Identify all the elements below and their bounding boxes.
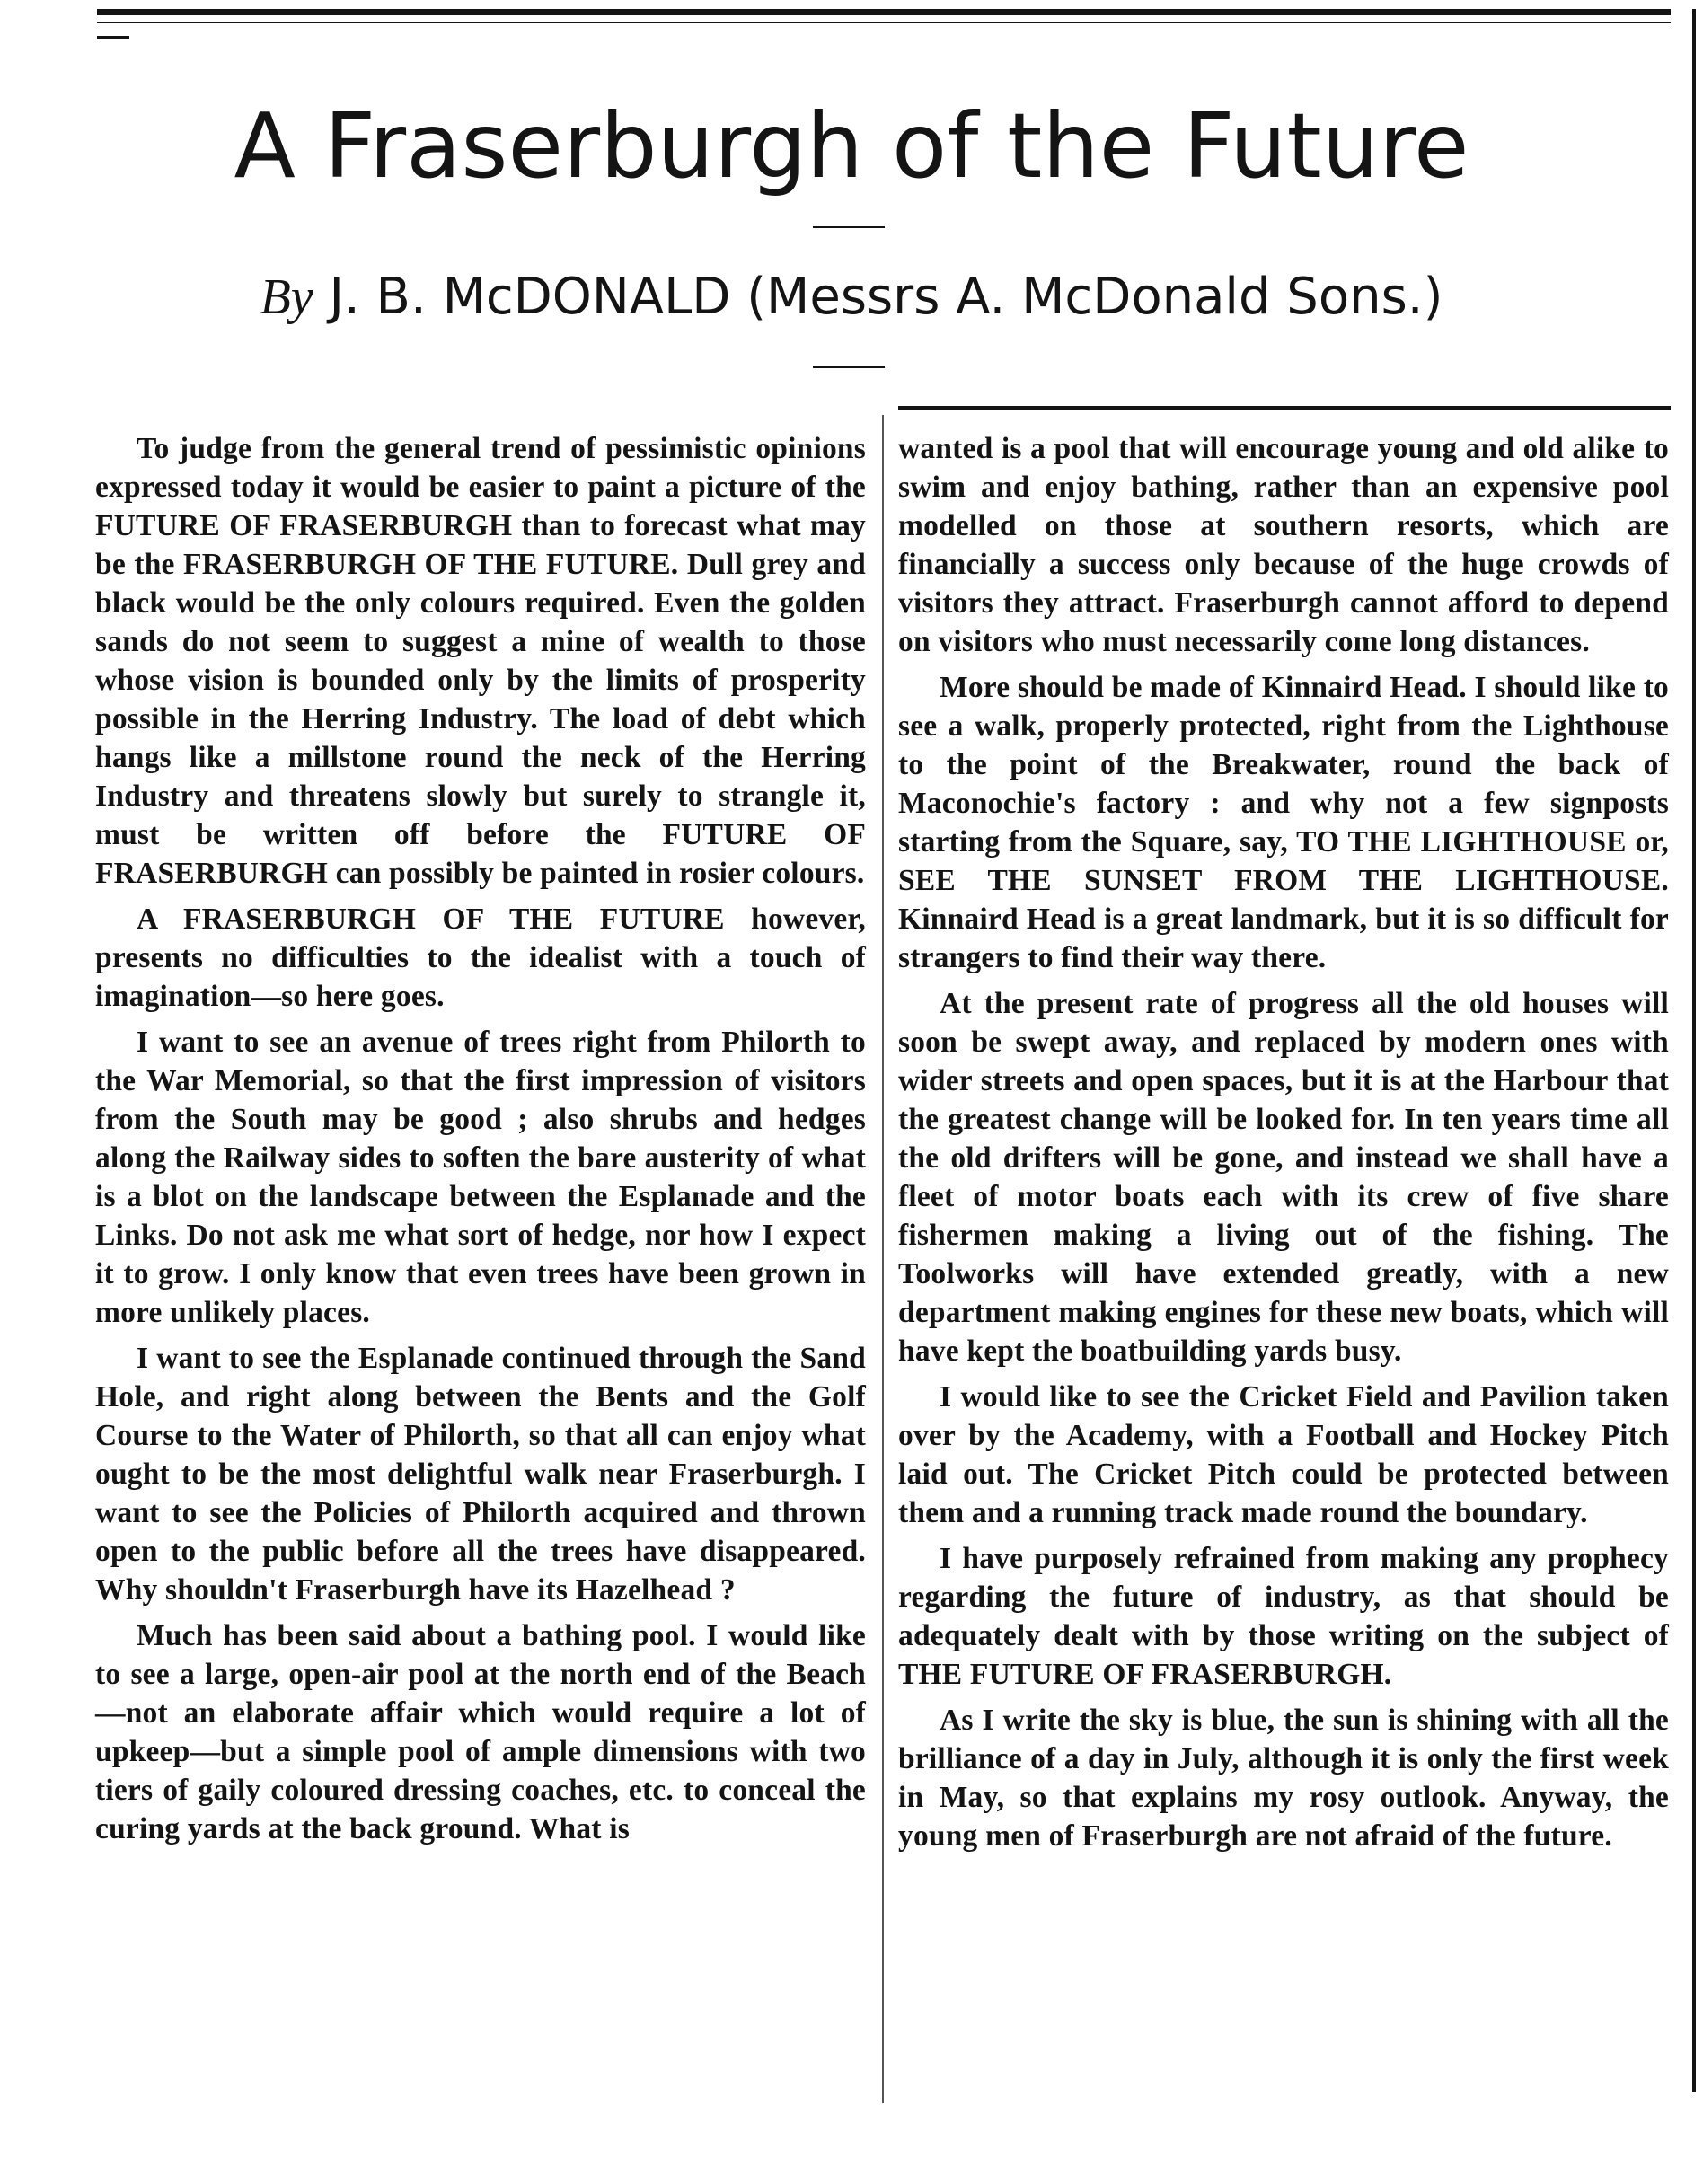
paragraph: As I write the sky is blue, the sun is shining with all the brilliance of a day in July, although it is only the first week in May, so that explains my rosy outlook. Anyway, the young men of Fraserburgh are not afraid of the future.: [898, 1704, 1669, 1853]
top-rule-thin: [97, 22, 1671, 23]
column-divider: [882, 415, 884, 2103]
top-rule-tick: [97, 36, 129, 39]
top-rule-thick: [97, 9, 1671, 15]
paragraph: More should be made of Kinnaird Head. I should like to see a walk, properly protected, right from the Lighthouse to the point of the Breakwater, round the back of Maconochie's factory : and why not a few signposts starting from the Square, say, TO THE LIGHTHOUSE or, SEE THE SUNSET FROM THE LIGHTHOUSE. Kinnaird Head is a great landmark, but it is so difficult for strangers to find their way there.: [898, 671, 1669, 974]
paragraph: To judge from the general trend of pessimistic opinions expressed today it would be easier to paint a picture of the FUTURE OF FRASERBURGH than to forecast what may be the FRASERBURGH OF THE FUTURE. Dull grey and black would be the only colours required. Even the golden sands do not seem to suggest a mine of wealth to those whose vision is bounded only by the limits of prosperity possible in the Herring Industry. The load of debt which hangs like a millstone round the neck of the Herring Industry and threatens slowly but surely to strangle it, must be written off before the FUTURE OF FRASERBURGH can possibly be painted in rosier colours.: [95, 432, 866, 890]
byline-prefix: By: [260, 269, 313, 325]
paragraph: A FRASERBURGH OF THE FUTURE however, presents no difficulties to the idealist with a touch of imagination—so here goes.: [95, 903, 866, 1013]
article-title: A Fraserburgh of the Future: [234, 93, 1469, 198]
left-column: [95, 429, 866, 1848]
byline-divider: [813, 366, 885, 368]
paragraph: I would like to see the Cricket Field and Pavilion taken over by the Academy, with a Football and Hockey Pitch laid out. The Cricket Pitch could be protected between them and a running track made round the boundary.: [898, 1380, 1669, 1529]
paragraph: Much has been said about a bathing pool. I would like to see a large, open-air pool at the north end of the Beach—not an elaborate affair which would require a lot of upkeep—but a simple pool of ample dimensions with two tiers of gaily coloured dressing coaches, etc. to conceal the curing yards at the back ground. What is: [95, 1619, 866, 1845]
paragraph-continued: wanted is a pool that will encourage young and old alike to swim and enjoy bathing, rather than an expensive pool modelled on those at southern resorts, which are financially a success only because of the huge crowds of visitors they attract. Fraserburgh cannot afford to depend on visitors who must necessarily come long distances.: [898, 432, 1669, 658]
paragraph: I want to see the Esplanade continued through the Sand Hole, and right along between the Bents and the Golf Course to the Water of Philorth, so that all can enjoy what ought to be the most delightful walk near Fraserburgh. I want to see the Policies of Philorth acquired and thrown open to the public before all the trees have disappeared. Why shouldn't Fraserburgh have its Hazelhead ?: [95, 1342, 866, 1607]
byline-author: J. B. McDONALD (Messrs A. McDonald Sons.): [329, 268, 1443, 326]
title-divider: [813, 226, 885, 228]
right-column: [898, 429, 1669, 1855]
paragraph: At the present rate of progress all the old houses will soon be swept away, and replaced by modern ones with wider streets and open spaces, but it is at the Harbour that the greatest change will be looked for. In ten years time all the old drifters will be gone, and instead we shall have a fleet of motor boats each with its crew of five share fishermen making a living out of the fishing. The Toolworks will have extended greatly, with a new department making engines for these new boats, which will have kept the boatbuilding yards busy.: [898, 987, 1669, 1368]
paragraph: I want to see an avenue of trees right from Philorth to the War Memorial, so that the first impression of visitors from the South may be good ; also shrubs and hedges along the Railway sides to soften the bare austerity of what is a blot on the landscape between the Esplanade and the Links. Do not ask me what sort of hedge, nor how I expect it to grow. I only know that even trees have been grown in more unlikely places.: [95, 1026, 866, 1329]
right-column-top-rule: [898, 406, 1671, 410]
paragraph: I have purposely refrained from making any prophecy regarding the future of industry, as that should be adequately dealt with by those writing on the subject of THE FUTURE OF FRASERBURGH.: [898, 1542, 1669, 1691]
byline: [0, 268, 1703, 327]
